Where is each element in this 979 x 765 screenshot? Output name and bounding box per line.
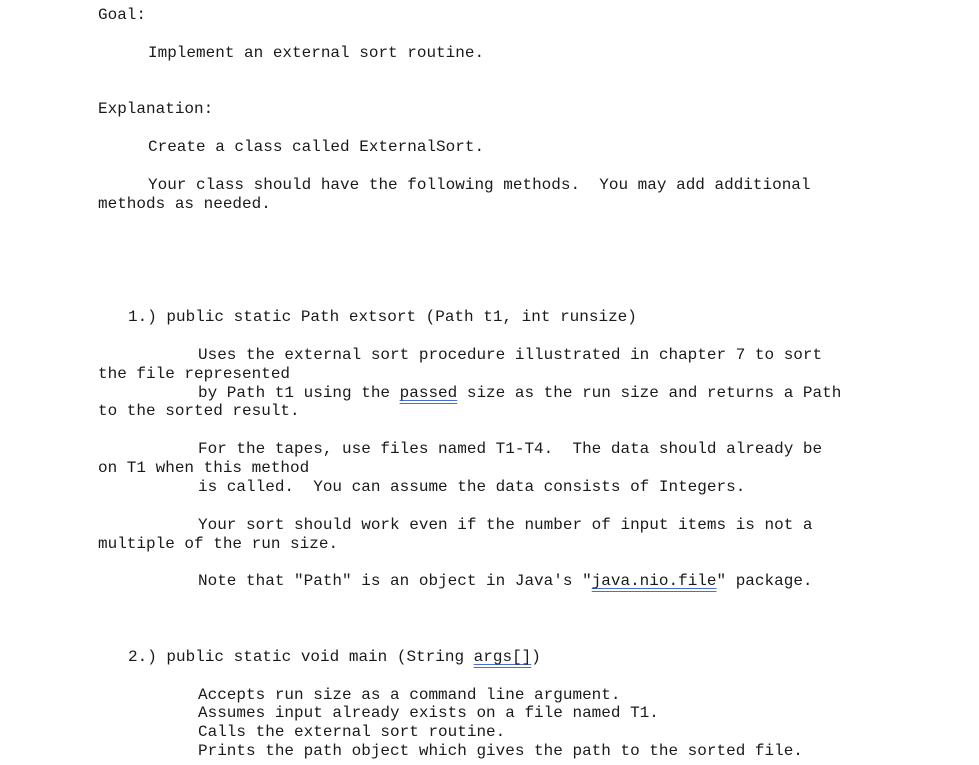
- method1-para4: [198, 572, 813, 591]
- explanation-line-methods: Your class should have the following methods. You may add additional: [148, 176, 811, 194]
- goal-heading: Goal:: [98, 6, 147, 24]
- method1-para1-line4: to the sorted result.: [98, 402, 300, 420]
- method2-signature-c: ): [531, 648, 541, 666]
- method2-signature: [128, 648, 541, 667]
- method1-para1-line3-a: by Path t1 using the: [198, 384, 400, 402]
- method1-para4-a: Note that "Path" is an object in Java's ": [198, 572, 592, 590]
- grammar-flagged-package: java.nio.file: [591, 572, 717, 590]
- explanation-line-needed: methods as needed.: [98, 195, 271, 213]
- method1-para2-line1: For the tapes, use files named T1-T4. The data should already be: [198, 440, 823, 458]
- method1-para1-line2: the file represented: [98, 365, 291, 383]
- method1-para2-line2: on T1 when this method: [98, 459, 310, 477]
- method1-para1-line3-c: size as the run size and returns a Path: [457, 384, 842, 402]
- grammar-flagged-args: args[]: [473, 648, 532, 666]
- method2-line1: Accepts run size as a command line argument.: [198, 686, 621, 704]
- method2-line4: Prints the path object which gives the path to the sorted file.: [198, 742, 803, 760]
- method1-para3-line1: Your sort should work even if the number of input items is not a: [198, 516, 813, 534]
- method1-para3-line2: multiple of the run size.: [98, 535, 339, 553]
- grammar-flagged-word: passed: [399, 384, 458, 402]
- explanation-heading: Explanation:: [98, 100, 214, 118]
- explanation-line-class: Create a class called ExternalSort.: [148, 138, 485, 156]
- method1-para2-line3: is called. You can assume the data consists of Integers.: [198, 478, 746, 496]
- goal-text: Implement an external sort routine.: [148, 44, 485, 62]
- method2-line2: Assumes input already exists on a file named T1.: [198, 704, 659, 722]
- method1-para1-line1: Uses the external sort procedure illustrated in chapter 7 to sort: [198, 346, 823, 364]
- method2-line3: Calls the external sort routine.: [198, 723, 506, 741]
- method1-para1-line3: [198, 384, 841, 403]
- method2-signature-a: 2.) public static void main (String: [128, 648, 474, 666]
- method1-signature: 1.) public static Path extsort (Path t1, int runsize): [128, 308, 637, 326]
- method1-para4-c: " package.: [716, 572, 813, 590]
